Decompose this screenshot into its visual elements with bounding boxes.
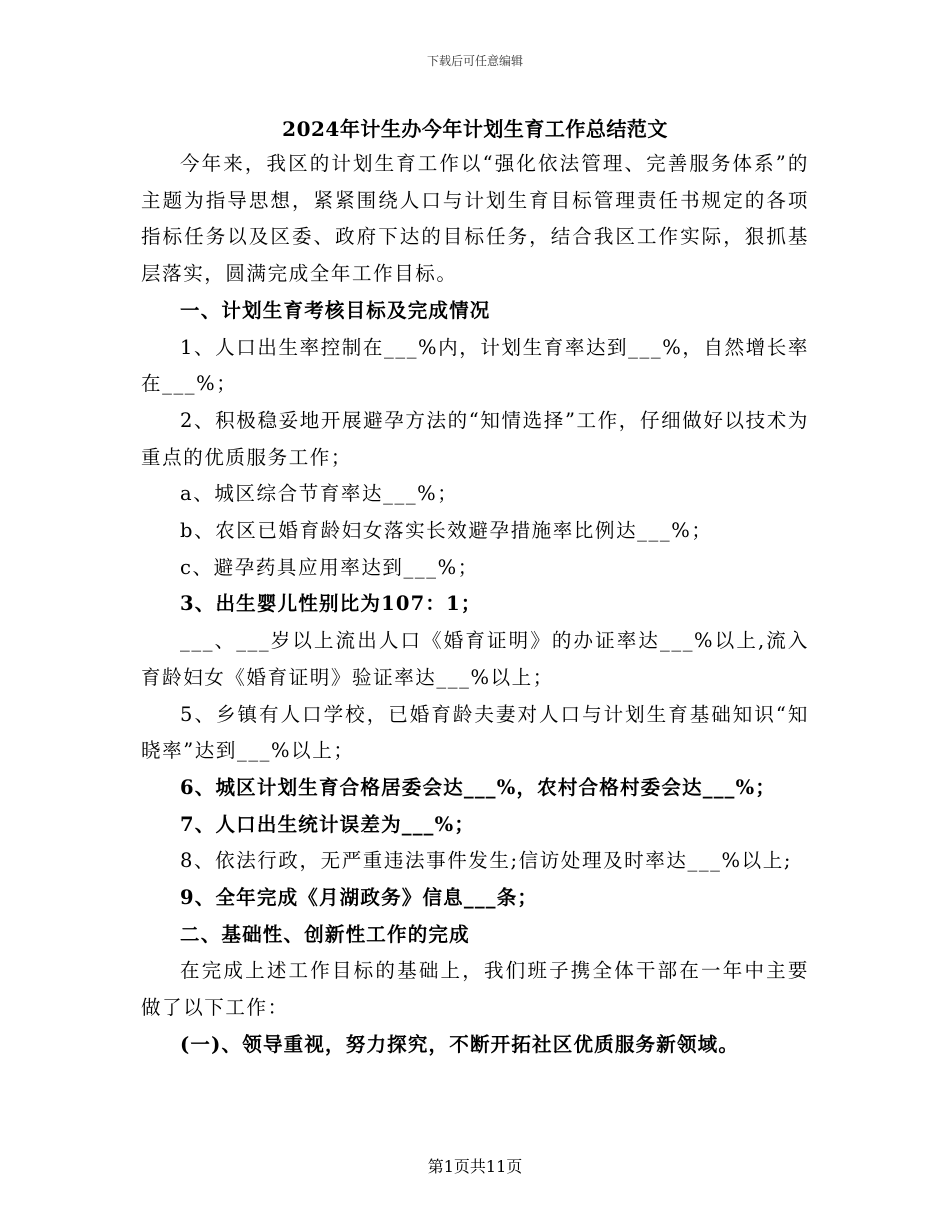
page-number: 第1页共11页 bbox=[427, 1157, 523, 1176]
paragraph-item-8: 8、依法行政，无严重违法事件发生;信访处理及时率达___%以上; bbox=[180, 849, 793, 873]
paragraph-item-9: 9、全年完成《月湖政务》信息___条； bbox=[180, 886, 539, 910]
paragraph-item-2b: b、农区已婚育龄妇女落实长效避孕措施率比例达___%； bbox=[180, 519, 713, 543]
paragraph-item-7: 7、人口出生统计误差为___%； bbox=[180, 812, 476, 836]
document-body bbox=[141, 146, 809, 1064]
header-note: 下载后可任意编辑 bbox=[426, 54, 523, 68]
paragraph-section-2-intro: 在完成上述工作目标的基础上，我们班子携全体干部在一年中主要做了以下工作： bbox=[141, 959, 809, 1020]
section-heading-1: 一、计划生育考核目标及完成情况 bbox=[180, 298, 491, 322]
paragraph-item-2c: c、避孕药具应用率达到___%； bbox=[180, 555, 479, 579]
paragraph-item-2: 2、积极稳妥地开展避孕方法的“知情选择”工作，仔细做好以技术为重点的优质服务工作； bbox=[141, 408, 809, 469]
paragraph-item-5: 5、乡镇有人口学校，已婚育龄夫妻对人口与计划生育基础知识“知晓率”达到___%以上； bbox=[141, 702, 809, 763]
subsection-heading-1: (一)、领导重视，努力探究，不断开拓社区优质服务新领域。 bbox=[180, 1032, 740, 1056]
paragraph-item-6: 6、城区计划生育合格居委会达___%，农村合格村委会达___%； bbox=[180, 775, 777, 799]
paragraph-item-4: ___、___岁以上流出人口《婚育证明》的办证率达___%以上,流入育龄妇女《婚育证明》验证率达___%以上； bbox=[141, 629, 809, 689]
section-heading-2: 二、基础性、创新性工作的完成 bbox=[180, 922, 470, 946]
document-title: 2024年计生办今年计划生育工作总结范文 bbox=[282, 117, 668, 141]
paragraph-item-1: 1、人口出生率控制在___%内，计划生育率达到___%，自然增长率在___%； bbox=[141, 335, 809, 396]
paragraph-item-3: 3、出生婴儿性别比为107：1； bbox=[180, 592, 482, 616]
paragraph-intro: 今年来，我区的计划生育工作以“强化依法管理、完善服务体系”的主题为指导思想，紧紧围绕人口与计划生育目标管理责任书规定的各项指标任务以及区委、政府下达的目标任务，结合我区工作实际，狠抓基层落实，圆满完成全年工作目标。 bbox=[141, 152, 809, 286]
paragraph-item-2a: a、城区综合节育率达___%； bbox=[180, 482, 459, 506]
